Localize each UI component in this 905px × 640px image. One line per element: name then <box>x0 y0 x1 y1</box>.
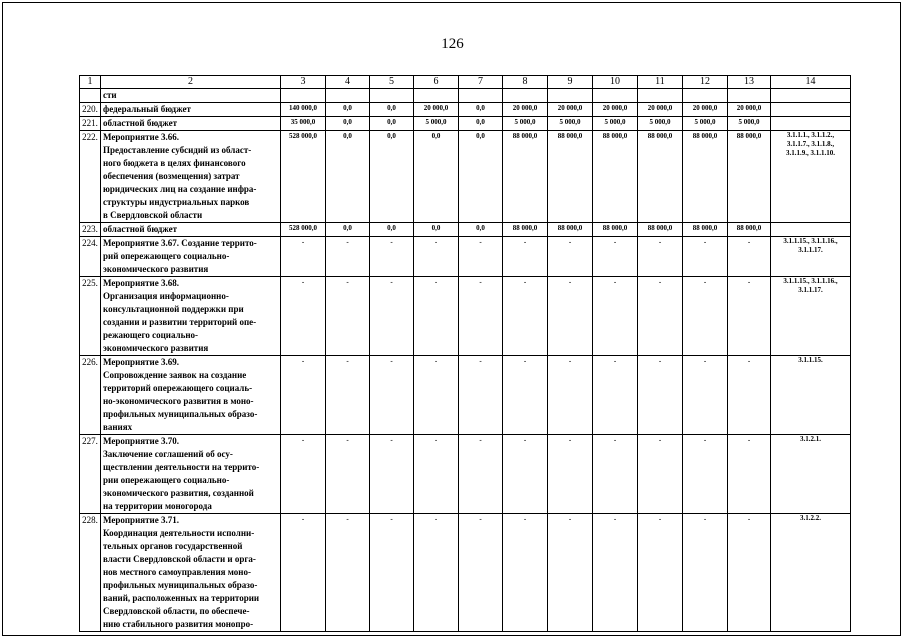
row-value: - <box>638 514 683 632</box>
row-value: - <box>593 356 638 435</box>
row-value: 0,0 <box>326 117 370 131</box>
row-value: - <box>414 237 459 277</box>
row-value: 0,0 <box>370 117 414 131</box>
row-value: 5 000,0 <box>593 117 638 131</box>
row-value: - <box>683 514 728 632</box>
row-value: 88 000,0 <box>638 131 683 223</box>
row-code: 3.1.1.15., 3.1.1.16., 3.1.1.17. <box>771 277 851 356</box>
row-number: 227. <box>80 435 101 514</box>
row-value: - <box>459 277 503 356</box>
row-value: 88 000,0 <box>593 223 638 237</box>
row-value: - <box>683 237 728 277</box>
header-cell: 2 <box>101 76 281 89</box>
row-value: - <box>593 237 638 277</box>
header-cell: 3 <box>281 76 326 89</box>
header-cell: 11 <box>638 76 683 89</box>
row-code <box>771 117 851 131</box>
row-value <box>326 89 370 103</box>
row-value: - <box>728 435 771 514</box>
row-value: - <box>593 514 638 632</box>
header-cell: 12 <box>683 76 728 89</box>
table-row <box>80 356 851 435</box>
row-value <box>548 89 593 103</box>
header-cell: 7 <box>459 76 503 89</box>
row-value: 88 000,0 <box>503 131 548 223</box>
row-value: - <box>459 237 503 277</box>
row-value: 0,0 <box>370 223 414 237</box>
row-value: - <box>326 356 370 435</box>
row-name: областной бюджет <box>101 223 281 237</box>
row-value: 88 000,0 <box>683 131 728 223</box>
row-value: - <box>281 277 326 356</box>
row-value: - <box>459 514 503 632</box>
table-row <box>80 223 851 237</box>
table-row <box>80 117 851 131</box>
row-name: Мероприятие 3.67. Создание террито- рий опережающего социально- экономического развития <box>101 237 281 277</box>
row-value: - <box>728 356 771 435</box>
page-number: 126 <box>441 36 464 52</box>
header-cell: 14 <box>771 76 851 89</box>
row-value <box>414 89 459 103</box>
header-cell: 4 <box>326 76 370 89</box>
row-value: 0,0 <box>414 223 459 237</box>
row-value: - <box>370 514 414 632</box>
row-value: - <box>414 356 459 435</box>
row-value: - <box>683 277 728 356</box>
row-value: - <box>638 277 683 356</box>
row-value <box>370 89 414 103</box>
header-row <box>80 76 851 89</box>
row-value: - <box>326 277 370 356</box>
row-value: 88 000,0 <box>503 223 548 237</box>
row-value <box>638 89 683 103</box>
row-value: 88 000,0 <box>728 223 771 237</box>
row-value: - <box>503 277 548 356</box>
row-code: 3.1.1.15., 3.1.1.16., 3.1.1.17. <box>771 237 851 277</box>
row-value: - <box>638 435 683 514</box>
row-value: - <box>459 356 503 435</box>
row-value: - <box>728 277 771 356</box>
row-name: федеральный бюджет <box>101 103 281 117</box>
row-value: - <box>414 435 459 514</box>
row-number: 223. <box>80 223 101 237</box>
row-value: - <box>370 237 414 277</box>
row-number: 220. <box>80 103 101 117</box>
row-code <box>771 103 851 117</box>
header-cell: 10 <box>593 76 638 89</box>
row-value: - <box>683 356 728 435</box>
row-value: - <box>593 435 638 514</box>
row-value <box>683 89 728 103</box>
row-number: 226. <box>80 356 101 435</box>
row-value: 528 000,0 <box>281 223 326 237</box>
row-value: 0,0 <box>326 103 370 117</box>
row-code: 3.1.2.1. <box>771 435 851 514</box>
header-cell: 9 <box>548 76 593 89</box>
row-value: 0,0 <box>414 131 459 223</box>
row-value: - <box>370 277 414 356</box>
row-value <box>281 89 326 103</box>
row-value: - <box>281 435 326 514</box>
table-row <box>80 237 851 277</box>
table-row <box>80 131 851 223</box>
table-row <box>80 435 851 514</box>
row-number: 221. <box>80 117 101 131</box>
header-cell: 1 <box>80 76 101 89</box>
row-value: - <box>503 435 548 514</box>
table-row <box>80 103 851 117</box>
header-cell: 5 <box>370 76 414 89</box>
row-number: 225. <box>80 277 101 356</box>
program-table <box>79 75 851 632</box>
header-cell: 13 <box>728 76 771 89</box>
row-value <box>503 89 548 103</box>
row-value: 20 000,0 <box>503 103 548 117</box>
row-value: 20 000,0 <box>638 103 683 117</box>
row-value <box>593 89 638 103</box>
row-value: - <box>370 356 414 435</box>
row-value: - <box>548 435 593 514</box>
row-value: 20 000,0 <box>683 103 728 117</box>
header-cell: 8 <box>503 76 548 89</box>
row-name: Мероприятие 3.71. Координация деятельности исполни- тельных органов государственной власти Свердловской области и орга- нов местного самоуправления моно- профильных муниципальных образо- ваний, расположенных на территории Свердловской области, по обеспече- нию стабильного развития монопро- <box>101 514 281 632</box>
row-number: 222. <box>80 131 101 223</box>
row-value: 5 000,0 <box>638 117 683 131</box>
row-value: 0,0 <box>326 131 370 223</box>
row-value: - <box>548 237 593 277</box>
row-value: 5 000,0 <box>414 117 459 131</box>
row-value: - <box>281 514 326 632</box>
row-value: 5 000,0 <box>548 117 593 131</box>
row-value: - <box>548 277 593 356</box>
row-value <box>459 89 503 103</box>
row-value: 20 000,0 <box>548 103 593 117</box>
row-code: 3.1.1.1., 3.1.1.2., 3.1.1.7., 3.1.1.8., 3.1.1.9., 3.1.1.10. <box>771 131 851 223</box>
table-row <box>80 277 851 356</box>
row-name: Мероприятие 3.69. Сопровождение заявок на создание территорий опережающего социаль- но-экономического развития в моно- профильных муниципальных образо- ваниях <box>101 356 281 435</box>
row-value: - <box>281 356 326 435</box>
row-value: 88 000,0 <box>638 223 683 237</box>
row-number: 224. <box>80 237 101 277</box>
row-value: - <box>326 514 370 632</box>
row-value: - <box>414 277 459 356</box>
row-value: 528 000,0 <box>281 131 326 223</box>
row-value: - <box>638 356 683 435</box>
row-value: - <box>503 237 548 277</box>
row-value: - <box>370 435 414 514</box>
row-value: 0,0 <box>459 103 503 117</box>
row-value: - <box>326 435 370 514</box>
row-value: - <box>728 237 771 277</box>
header-cell: 6 <box>414 76 459 89</box>
row-value: - <box>414 514 459 632</box>
row-value: - <box>683 435 728 514</box>
table-row <box>80 89 851 103</box>
row-value: 5 000,0 <box>503 117 548 131</box>
row-code: 3.1.1.15. <box>771 356 851 435</box>
row-value: - <box>459 435 503 514</box>
row-code: 3.1.2.2. <box>771 514 851 632</box>
row-value: 0,0 <box>459 117 503 131</box>
row-value: - <box>281 237 326 277</box>
row-value: 88 000,0 <box>548 131 593 223</box>
row-value: 0,0 <box>370 103 414 117</box>
row-value: 0,0 <box>459 223 503 237</box>
row-value: 0,0 <box>370 131 414 223</box>
row-value: 20 000,0 <box>414 103 459 117</box>
row-name: областной бюджет <box>101 117 281 131</box>
row-value: - <box>638 237 683 277</box>
row-value: - <box>593 277 638 356</box>
row-value: 88 000,0 <box>548 223 593 237</box>
row-name: Мероприятие 3.68. Организация информационно- консультационной поддержки при создании и развитии территорий опе- режающего социально- экономического развития <box>101 277 281 356</box>
row-number <box>80 89 101 103</box>
row-value: 5 000,0 <box>683 117 728 131</box>
row-value: 140 000,0 <box>281 103 326 117</box>
row-value: 20 000,0 <box>593 103 638 117</box>
row-value: - <box>728 514 771 632</box>
row-number: 228. <box>80 514 101 632</box>
row-name: Мероприятие 3.66. Предоставление субсидий из област- ного бюджета в целях финансового обеспечения (возмещения) затрат юридических лиц на создание инфра- структуры индустриальных парков в Свердловской области <box>101 131 281 223</box>
row-value: 5 000,0 <box>728 117 771 131</box>
row-value: 0,0 <box>326 223 370 237</box>
row-value: - <box>326 237 370 277</box>
row-value: - <box>503 514 548 632</box>
row-value: 0,0 <box>459 131 503 223</box>
row-value: - <box>503 356 548 435</box>
row-value <box>728 89 771 103</box>
row-code <box>771 223 851 237</box>
table-body <box>80 89 851 632</box>
row-value: 20 000,0 <box>728 103 771 117</box>
row-value: 35 000,0 <box>281 117 326 131</box>
row-code <box>771 89 851 103</box>
table-row <box>80 514 851 632</box>
row-value: - <box>548 514 593 632</box>
row-name: сти <box>101 89 281 103</box>
row-name: Мероприятие 3.70. Заключение соглашений об осу- ществлении деятельности на террито- рии опережающего социально- экономического развития, созданной на территории моногорода <box>101 435 281 514</box>
row-value: 88 000,0 <box>683 223 728 237</box>
row-value: 88 000,0 <box>728 131 771 223</box>
row-value: - <box>548 356 593 435</box>
row-value: 88 000,0 <box>593 131 638 223</box>
